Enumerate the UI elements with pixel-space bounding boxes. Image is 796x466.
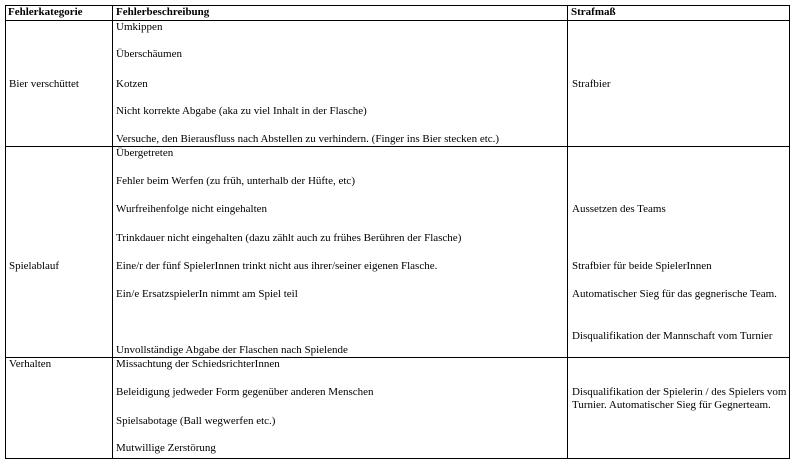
table-border-right (789, 5, 790, 459)
description-item: Mutwillige Zerstörung (116, 442, 216, 454)
header-category: Fehlerkategorie (8, 6, 83, 18)
penalty-item: Disqualifikation der Spielerin / des Spielers vom Turnier. Automatischer Sieg für Gegnerteam. (572, 386, 787, 411)
description-item: Nicht korrekte Abgabe (aka zu viel Inhalt in der Flasche) (116, 105, 367, 117)
description-item: Beleidigung jedweder Form gegenüber anderen Menschen (116, 386, 374, 398)
header-description: Fehlerbeschreibung (116, 6, 210, 18)
description-item: Ein/e ErsatzspielerIn nimmt am Spiel teil (116, 288, 298, 300)
penalty-item: Strafbier (572, 78, 611, 90)
description-item: Überschäumen (116, 48, 182, 60)
header-penalty: Strafmaß (571, 6, 616, 18)
description-item: Fehler beim Werfen (zu früh, unterhalb der Hüfte, etc) (116, 175, 355, 187)
description-item: Umkippen (116, 21, 163, 33)
description-item: Spielsabotage (Ball wegwerfen etc.) (116, 415, 276, 427)
column-divider (112, 5, 113, 459)
table-border-bottom (5, 458, 790, 459)
category-cell: Verhalten (9, 358, 52, 370)
description-item: Missachtung der SchiedsrichterInnen (116, 358, 280, 370)
penalty-item: Disqualifikation der Mannschaft vom Turnier (572, 330, 773, 342)
description-item: Kotzen (116, 78, 148, 90)
description-item: Wurfreihenfolge nicht eingehalten (116, 203, 268, 215)
penalty-item: Automatischer Sieg für das gegnerische Team. (572, 288, 777, 300)
table-border-left (5, 5, 6, 459)
description-item: Versuche, den Bierausfluss nach Abstellen zu verhindern. (Finger ins Bier stecken etc.) (116, 133, 500, 145)
description-item: Eine/r der fünf SpielerInnen trinkt nicht aus ihrer/seiner eigenen Flasche. (116, 260, 438, 272)
category-cell: Spielablauf (9, 260, 60, 272)
column-divider (567, 5, 568, 459)
penalty-item: Aussetzen des Teams (572, 203, 666, 215)
category-cell: Bier verschüttet (9, 78, 79, 90)
penalty-item: Strafbier für beide SpielerInnen (572, 260, 712, 272)
description-item: Trinkdauer nicht eingehalten (dazu zählt auch zu frühes Berühren der Flasche) (116, 232, 462, 244)
description-item: Unvollständige Abgabe der Flaschen nach Spielende (116, 344, 348, 356)
description-item: Übergetreten (116, 147, 174, 159)
